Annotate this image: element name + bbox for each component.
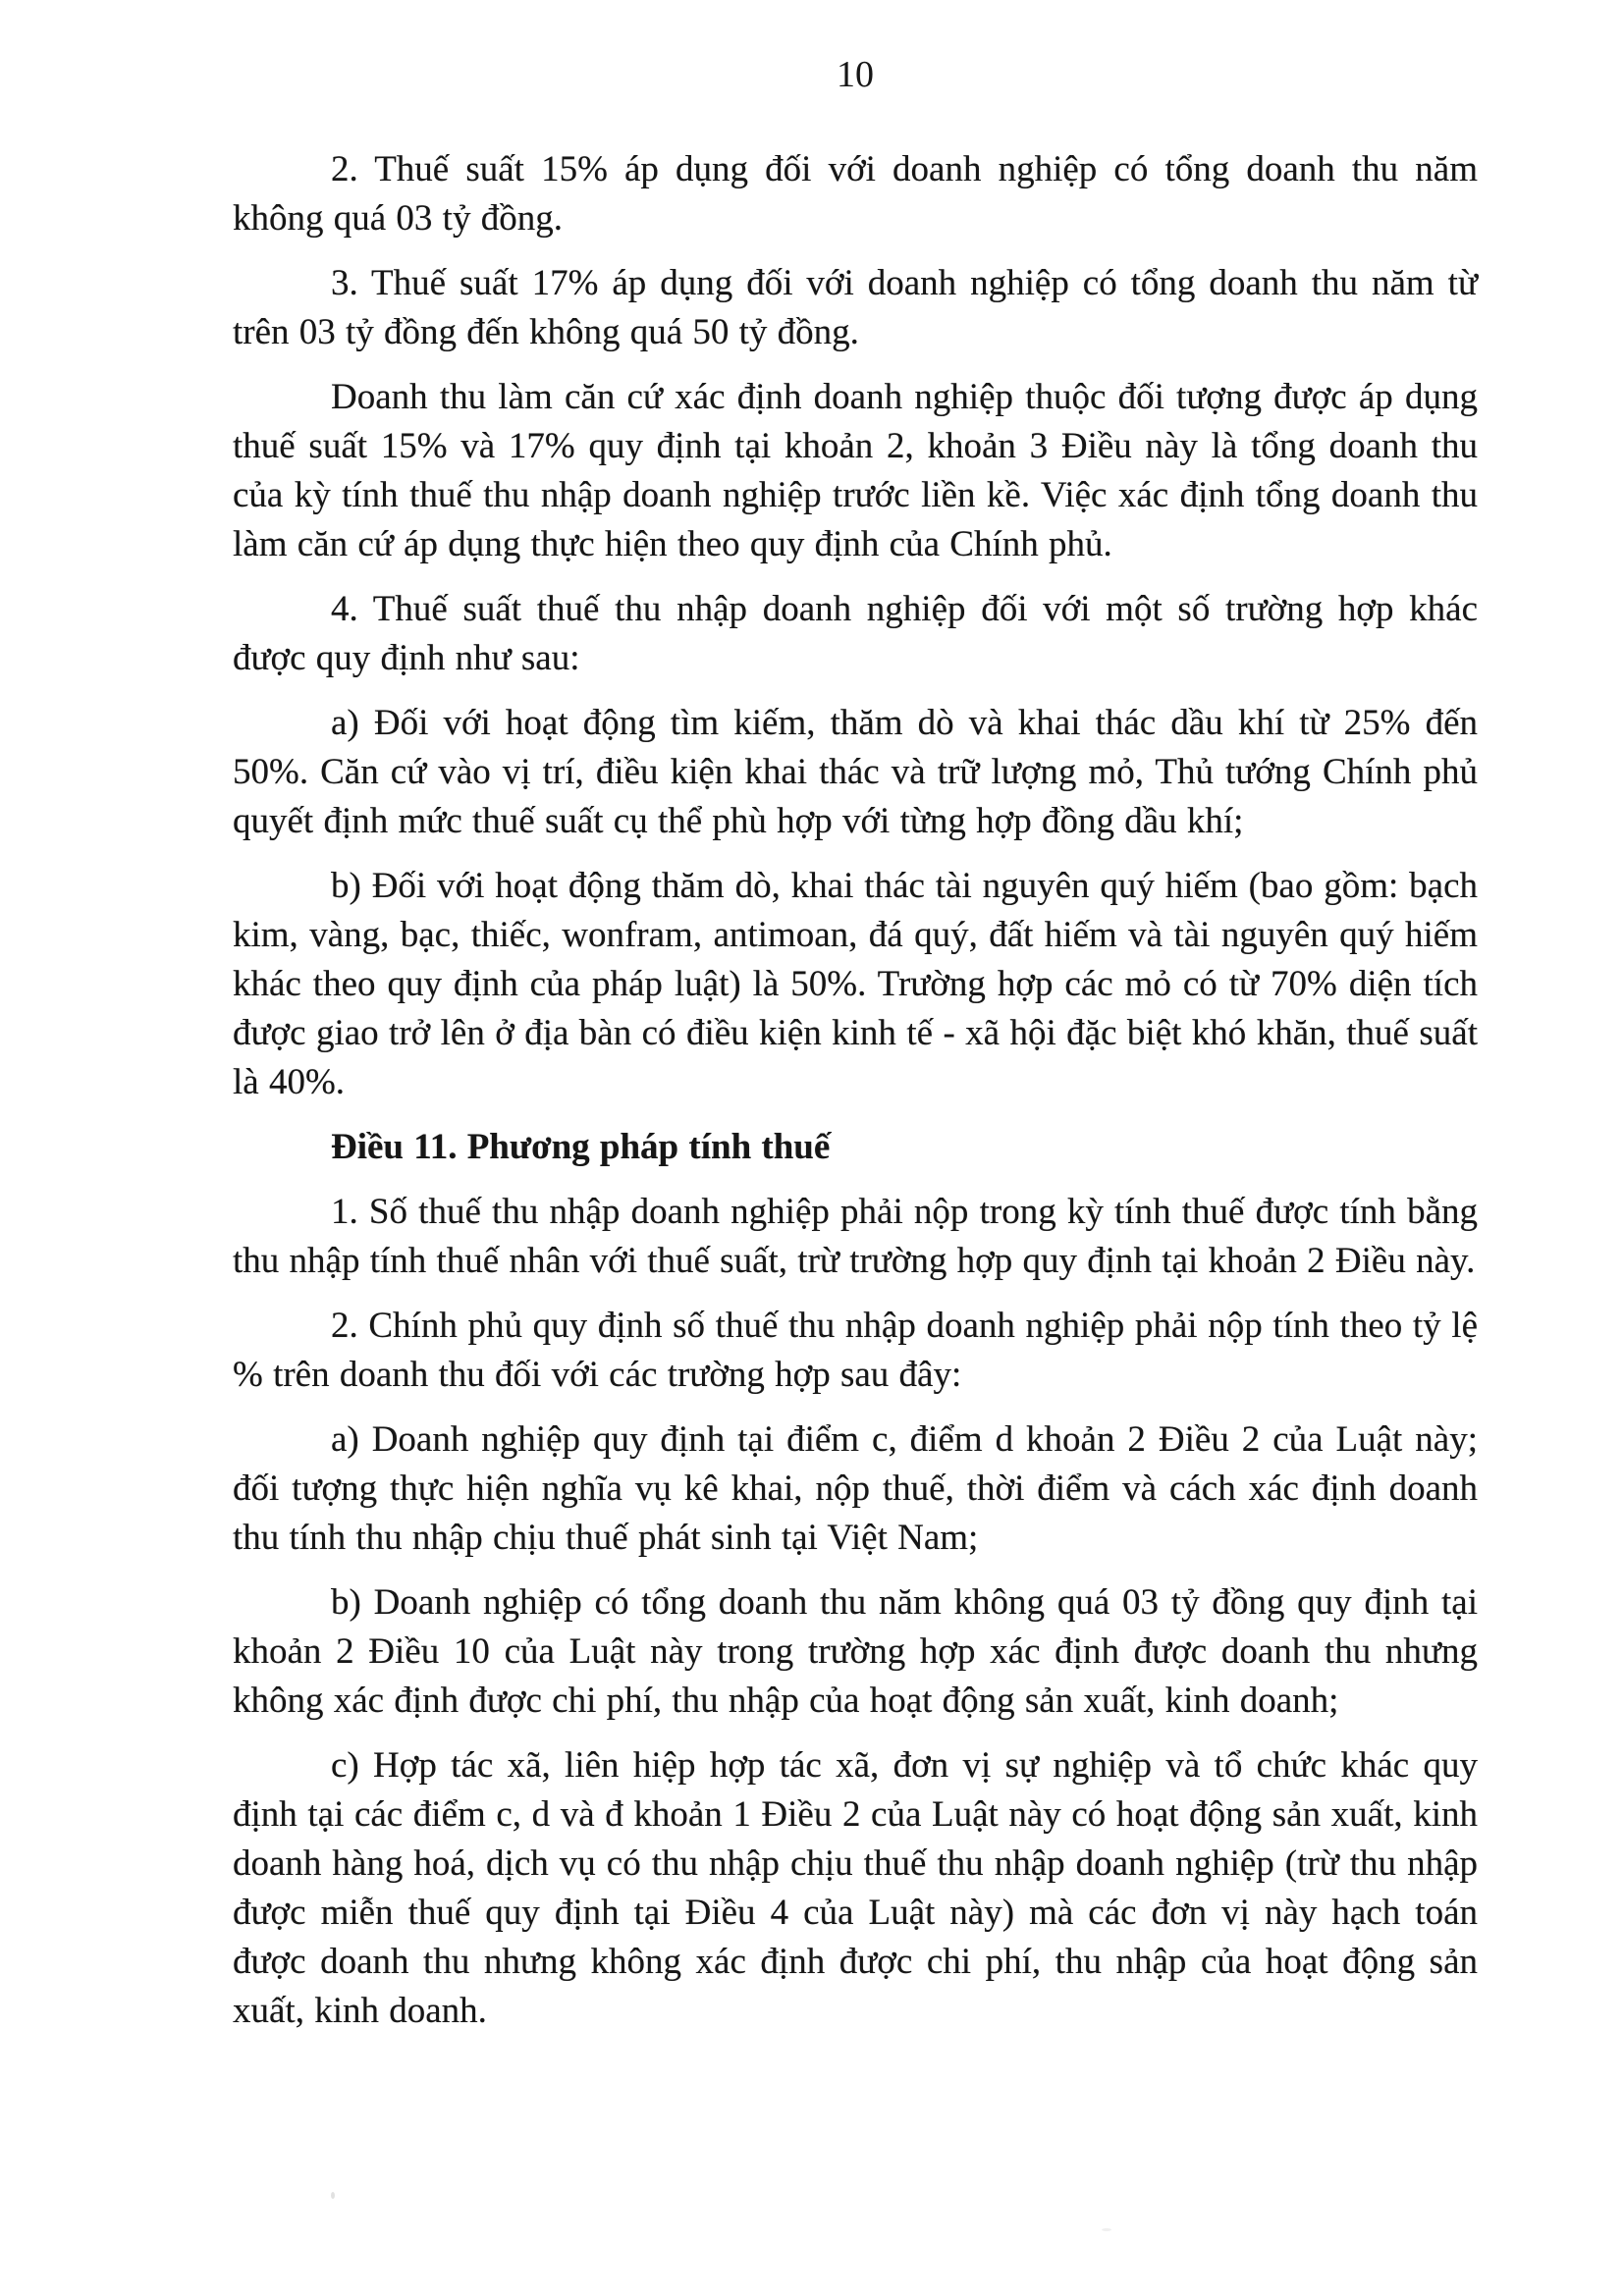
paragraph-article11-clause-2: 2. Chính phủ quy định số thuế thu nhập doanh nghiệp phải nộp tính theo tỷ lệ % trên doanh thu đối với các trường hợp sau đây: <box>233 1306 1478 1395</box>
page-number: 10 <box>837 54 874 95</box>
paragraph-article11-clause-1: 1. Số thuế thu nhập doanh nghiệp phải nộp trong kỳ tính thuế được tính bằng thu nhập tính thuế nhân với thuế suất, trừ trường hợp quy định tại khoản 2 Điều này. <box>233 1192 1478 1281</box>
paragraph-article11-point-c: c) Hợp tác xã, liên hiệp hợp tác xã, đơn vị sự nghiệp và tổ chức khác quy định tại các điểm c, d và đ khoản 1 Điều 2 của Luật này có hoạt động sản xuất, kinh doanh hàng hoá, dịch vụ có thu nhập chịu thuế thu nhập doanh nghiệp (trừ thu nhập được miễn thuế quy định tại Điều 4 của Luật này) mà các đơn vị này hạch toán được doanh thu nhưng không xác định được chi phí, thu nhập của hoạt động sản xuất, kinh doanh. <box>233 1745 1478 2031</box>
paragraph-clause-4: 4. Thuế suất thuế thu nhập doanh nghiệp đối với một số trường hợp khác được quy định như sau: <box>233 589 1478 678</box>
paragraph-clause-2: 2. Thuế suất 15% áp dụng đối với doanh nghiệp có tổng doanh thu năm không quá 03 tỷ đồng. <box>233 149 1478 239</box>
scan-artifact <box>1102 2228 1111 2231</box>
scan-artifact <box>331 2192 335 2199</box>
paragraph-point-a-oil-gas: a) Đối với hoạt động tìm kiếm, thăm dò và khai thác dầu khí từ 25% đến 50%. Căn cứ vào vị trí, điều kiện khai thác và trữ lượng mỏ, Thủ tướng Chính phủ quyết định mức thuế suất cụ thể phù hợp với từng hợp đồng dầu khí; <box>233 703 1478 841</box>
article-11-heading: Điều 11. Phương pháp tính thuế <box>331 1127 831 1167</box>
document-body <box>233 145 1478 2052</box>
paragraph-point-b-rare-resources: b) Đối với hoạt động thăm dò, khai thác tài nguyên quý hiếm (bao gồm: bạch kim, vàng, bạc, thiếc, wonfram, antimoan, đá quý, đất hiếm và tài nguyên quý hiếm khác theo quy định của pháp luật) là 50%. Trường hợp các mỏ có từ 70% diện tích được giao trở lên ở địa bàn có điều kiện kinh tế - xã hội đặc biệt khó khăn, thuế suất là 40%. <box>233 866 1478 1102</box>
paragraph-revenue-basis: Doanh thu làm căn cứ xác định doanh nghiệp thuộc đối tượng được áp dụng thuế suất 15% và 17% quy định tại khoản 2, khoản 3 Điều này là tổng doanh thu của kỳ tính thuế thu nhập doanh nghiệp trước liền kề. Việc xác định tổng doanh thu làm căn cứ áp dụng thực hiện theo quy định của Chính phủ. <box>233 377 1478 564</box>
paragraph-article11-point-a: a) Doanh nghiệp quy định tại điểm c, điểm d khoản 2 Điều 2 của Luật này; đối tượng thực hiện nghĩa vụ kê khai, nộp thuế, thời điểm và cách xác định doanh thu tính thu nhập chịu thuế phát sinh tại Việt Nam; <box>233 1419 1478 1558</box>
paragraph-article11-point-b: b) Doanh nghiệp có tổng doanh thu năm không quá 03 tỷ đồng quy định tại khoản 2 Điều 10 của Luật này trong trường hợp xác định được doanh thu nhưng không xác định được chi phí, thu nhập của hoạt động sản xuất, kinh doanh; <box>233 1582 1478 1721</box>
paragraph-clause-3: 3. Thuế suất 17% áp dụng đối với doanh nghiệp có tổng doanh thu năm từ trên 03 tỷ đồng đến không quá 50 tỷ đồng. <box>233 263 1478 352</box>
